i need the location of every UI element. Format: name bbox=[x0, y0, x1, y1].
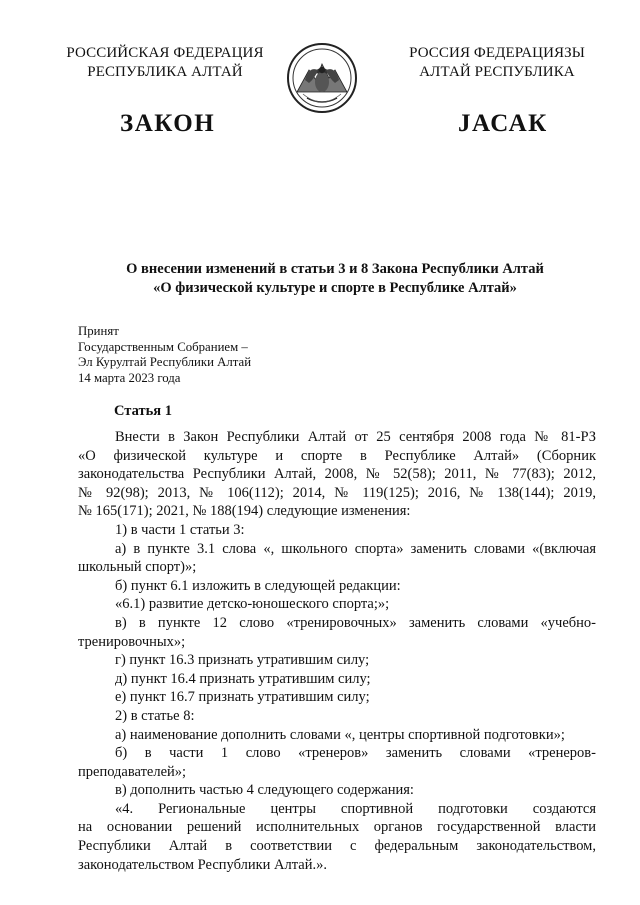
law-word-russian: ЗАКОН bbox=[120, 110, 216, 137]
body-line: «О физической культуре и спорте в Республике Алтай» (Сборник bbox=[78, 447, 596, 464]
body-line: законодательства Республики Алтай, 2008, № 52(58); 2011, № 77(83); 2012, bbox=[78, 466, 596, 483]
header-right bbox=[382, 44, 612, 82]
header-left-line: РЕСПУБЛИКА АЛТАЙ bbox=[87, 64, 243, 80]
adoption-line: Государственным Собранием – bbox=[78, 339, 248, 354]
law-title bbox=[60, 260, 610, 298]
body-line: преподавателей»; bbox=[78, 763, 187, 780]
body-line: «6.1) развитие детско-юношеского спорта;»; bbox=[115, 596, 390, 613]
body-line: б) в части 1 слово «тренеров» заменить словами «тренеров- bbox=[115, 745, 596, 762]
body-line: б) пункт 6.1 изложить в следующей редакции: bbox=[115, 577, 401, 594]
body-line: Внести в Закон Республики Алтай от 25 сентября 2008 года № 81-РЗ bbox=[115, 429, 596, 445]
adoption-note bbox=[78, 324, 251, 386]
header-left bbox=[50, 44, 280, 82]
body-line: е) пункт 16.7 признать утратившим силу; bbox=[115, 689, 370, 706]
header-right-line: РОССИЯ ФЕДЕРАЦИЯЗЫ bbox=[409, 45, 585, 61]
body-line: № 92(98); 2013, № 106(112); 2014, № 119(125); 2016, № 138(144); 2019, bbox=[78, 484, 596, 501]
body-line: школьный спорт)»; bbox=[78, 559, 197, 576]
adoption-date: 14 марта 2023 года bbox=[78, 370, 181, 385]
article-heading: Статья 1 bbox=[114, 403, 172, 419]
adoption-line: Эл Курултай Республики Алтай bbox=[78, 355, 252, 369]
body-line: 1) в части 1 статьи 3: bbox=[115, 521, 245, 538]
body-line: законодательством Республики Алтай.». bbox=[78, 856, 327, 873]
body-line: «4. Региональные центры спортивной подготовки создаются bbox=[115, 800, 596, 817]
body-line: Республики Алтай в соответствии с федеральным законодательством, bbox=[78, 838, 596, 855]
header-right-line: АЛТАЙ РЕСПУБЛИКА bbox=[419, 64, 575, 80]
body-line: а) наименование дополнить словами «, центры спортивной подготовки»; bbox=[115, 726, 565, 743]
law-title-line: «О физической культуре и спорте в Республике Алтай» bbox=[153, 280, 517, 296]
body-line: на основании решений исполнительных органов государственной власти bbox=[78, 819, 596, 836]
body-line: № 165(171); 2021, № 188(194) следующие изменения: bbox=[78, 503, 411, 520]
body-line: в) в пункте 12 слово «тренировочных» заменить словами «учебно- bbox=[115, 614, 596, 631]
body-line: д) пункт 16.4 признать утратившим силу; bbox=[115, 670, 371, 687]
article-body bbox=[78, 428, 596, 874]
adoption-line: Принят bbox=[78, 324, 119, 338]
law-title-line: О внесении изменений в статьи 3 и 8 Закона Республики Алтай bbox=[126, 261, 544, 277]
coat-of-arms-emblem bbox=[285, 36, 359, 120]
law-word-altai: ЈАСАК bbox=[458, 110, 548, 137]
body-line: тренировочных»; bbox=[78, 633, 186, 650]
body-line: 2) в статье 8: bbox=[115, 707, 195, 724]
body-line: в) дополнить частью 4 следующего содержания: bbox=[115, 782, 414, 799]
body-line: а) в пункте 3.1 слова «, школьного спорта» заменить словами «(включая bbox=[115, 540, 596, 557]
body-line: г) пункт 16.3 признать утратившим силу; bbox=[115, 652, 370, 669]
header-left-line: РОССИЙСКАЯ ФЕДЕРАЦИЯ bbox=[66, 45, 264, 61]
